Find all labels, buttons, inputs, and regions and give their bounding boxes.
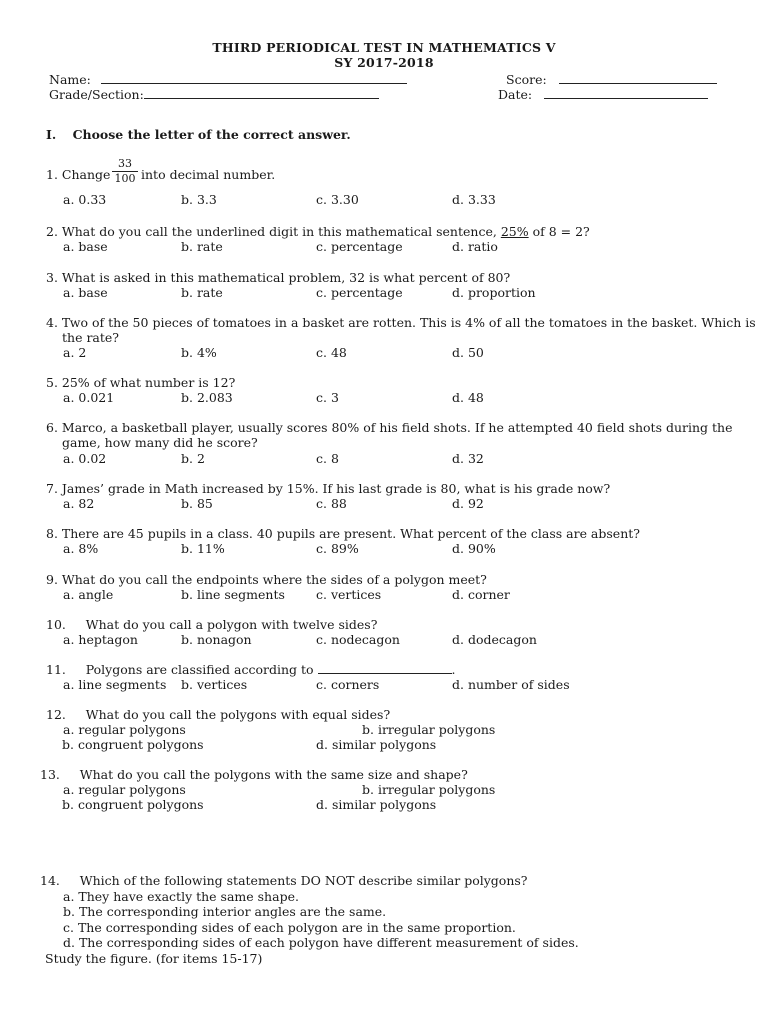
option-c[interactable]: c. 3.30 xyxy=(316,192,359,207)
option-a[interactable]: a. regular polygons xyxy=(63,722,186,737)
option-d[interactable]: d. dodecagon xyxy=(452,632,537,647)
question-2 xyxy=(46,224,590,239)
option-b[interactable]: b. irregular polygons xyxy=(362,782,496,797)
section-number: I. xyxy=(46,127,57,142)
option-c[interactable]: c. 3 xyxy=(316,390,339,405)
option-d[interactable]: d. ratio xyxy=(452,239,498,254)
option-c[interactable]: c. corners xyxy=(316,677,380,692)
question-text: 2. What do you call the underlined digit in this mathematical sentence, xyxy=(46,224,497,239)
option-b[interactable]: b. 2.083 xyxy=(181,390,233,405)
option-a[interactable]: a. 8% xyxy=(63,541,99,556)
option-d[interactable]: d. proportion xyxy=(452,285,536,300)
option-a[interactable]: a. 0.33 xyxy=(63,192,107,207)
question-number: 1. xyxy=(46,167,58,182)
question-4: 4. Two of the 50 pieces of tomatoes in a basket are rotten. This is 4% of all the tomatoes in the basket. Which is xyxy=(46,315,756,330)
option-a[interactable]: a. 82 xyxy=(63,496,95,511)
question-14: 14. Which of the following statements DO NOT describe similar polygons? xyxy=(40,873,528,888)
option-a[interactable]: a. base xyxy=(63,239,108,254)
option-c[interactable]: c. The corresponding sides of each polygon are in the same proportion. xyxy=(63,920,516,935)
name-field xyxy=(49,71,407,87)
question-text: 11. Polygons are classified according to xyxy=(46,662,314,677)
option-d[interactable]: d. 92 xyxy=(452,496,484,511)
question-1-tail: into decimal number. xyxy=(141,167,276,182)
option-c[interactable]: b. congruent polygons xyxy=(62,797,204,812)
score-field xyxy=(506,71,717,87)
option-a[interactable]: a. line segments xyxy=(63,677,167,692)
option-c[interactable]: c. percentage xyxy=(316,239,403,254)
answer-blank xyxy=(318,662,452,674)
name-blank xyxy=(101,71,407,84)
option-b[interactable]: b. rate xyxy=(181,285,223,300)
option-d[interactable]: d. The corresponding sides of each polygon have different measurement of sides. xyxy=(63,935,579,950)
option-a[interactable]: a. 0.021 xyxy=(63,390,115,405)
fraction-numerator: 33 xyxy=(112,158,138,172)
option-d[interactable]: d. 3.33 xyxy=(452,192,496,207)
question-text: Change xyxy=(61,167,111,182)
option-c[interactable]: c. 48 xyxy=(316,345,347,360)
option-d[interactable]: d. 32 xyxy=(452,451,484,466)
question-text-tail: of 8 = 2? xyxy=(532,224,590,239)
option-b[interactable]: b. 85 xyxy=(181,496,213,511)
question-12: 12. What do you call the polygons with equal sides? xyxy=(46,707,391,722)
question-7: 7. James’ grade in Math increased by 15%. If his last grade is 80, what is his grade now? xyxy=(46,481,611,496)
option-b[interactable]: b. line segments xyxy=(181,587,285,602)
fraction xyxy=(112,158,138,185)
option-d[interactable]: d. similar polygons xyxy=(316,737,437,752)
option-d[interactable]: d. 50 xyxy=(452,345,484,360)
option-d[interactable]: d. 90% xyxy=(452,541,496,556)
test-title: THIRD PERIODICAL TEST IN MATHEMATICS V xyxy=(212,40,556,55)
section-instruction: Choose the letter of the correct answer. xyxy=(72,127,351,142)
grade-label: Grade/Section: xyxy=(49,87,144,102)
option-a[interactable]: a. 2 xyxy=(63,345,87,360)
question-3: 3. What is asked in this mathematical problem, 32 is what percent of 80? xyxy=(46,270,511,285)
study-figure-note: Study the figure. (for items 15-17) xyxy=(45,951,263,966)
school-year: SY 2017-2018 xyxy=(334,55,434,70)
option-b[interactable]: b. rate xyxy=(181,239,223,254)
option-b[interactable]: b. nonagon xyxy=(181,632,252,647)
option-d[interactable]: d. similar polygons xyxy=(316,797,437,812)
fraction-denominator: 100 xyxy=(114,172,136,185)
question-6: 6. Marco, a basketball player, usually scores 80% of his field shots. If he attempted 40 field shots during the xyxy=(46,420,733,435)
score-blank xyxy=(559,71,717,84)
section-heading xyxy=(46,127,351,142)
option-b[interactable]: b. 4% xyxy=(181,345,217,360)
option-a[interactable]: a. They have exactly the same shape. xyxy=(63,889,299,904)
option-b[interactable]: b. 11% xyxy=(181,541,225,556)
grade-field xyxy=(49,86,379,102)
option-d[interactable]: d. corner xyxy=(452,587,510,602)
option-a[interactable]: a. heptagon xyxy=(63,632,138,647)
date-field xyxy=(498,86,708,102)
option-b[interactable]: b. vertices xyxy=(181,677,248,692)
option-b[interactable]: b. The corresponding interior angles are the same. xyxy=(63,904,387,919)
option-a[interactable]: a. regular polygons xyxy=(63,782,186,797)
option-a[interactable]: a. angle xyxy=(63,587,114,602)
underlined-term: 25% xyxy=(500,224,529,239)
question-1 xyxy=(46,167,110,182)
option-c[interactable]: c. nodecagon xyxy=(316,632,400,647)
option-a[interactable]: a. base xyxy=(63,285,108,300)
date-blank xyxy=(544,86,708,99)
option-b[interactable]: b. 2 xyxy=(181,451,205,466)
date-label: Date: xyxy=(498,87,533,102)
option-c[interactable]: c. 8 xyxy=(316,451,339,466)
question-13: 13. What do you call the polygons with the same size and shape? xyxy=(40,767,468,782)
question-text-tail: . xyxy=(451,662,456,677)
question-11 xyxy=(46,662,456,677)
option-b[interactable]: b. irregular polygons xyxy=(362,722,496,737)
grade-blank xyxy=(144,86,379,99)
option-b[interactable]: b. 3.3 xyxy=(181,192,217,207)
question-10: 10. What do you call a polygon with twelve sides? xyxy=(46,617,378,632)
name-label: Name: xyxy=(49,72,91,87)
question-6-cont: game, how many did he score? xyxy=(62,435,258,450)
option-c[interactable]: c. vertices xyxy=(316,587,382,602)
score-label: Score: xyxy=(506,72,547,87)
question-9: 9. What do you call the endpoints where the sides of a polygon meet? xyxy=(46,572,487,587)
option-c[interactable]: b. congruent polygons xyxy=(62,737,204,752)
question-8: 8. There are 45 pupils in a class. 40 pupils are present. What percent of the class are absent? xyxy=(46,526,640,541)
option-c[interactable]: c. 89% xyxy=(316,541,359,556)
option-d[interactable]: d. 48 xyxy=(452,390,484,405)
question-5: 5. 25% of what number is 12? xyxy=(46,375,236,390)
option-a[interactable]: a. 0.02 xyxy=(63,451,107,466)
option-d[interactable]: d. number of sides xyxy=(452,677,570,692)
option-c[interactable]: c. percentage xyxy=(316,285,403,300)
question-4-cont: the rate? xyxy=(62,330,119,345)
option-c[interactable]: c. 88 xyxy=(316,496,347,511)
